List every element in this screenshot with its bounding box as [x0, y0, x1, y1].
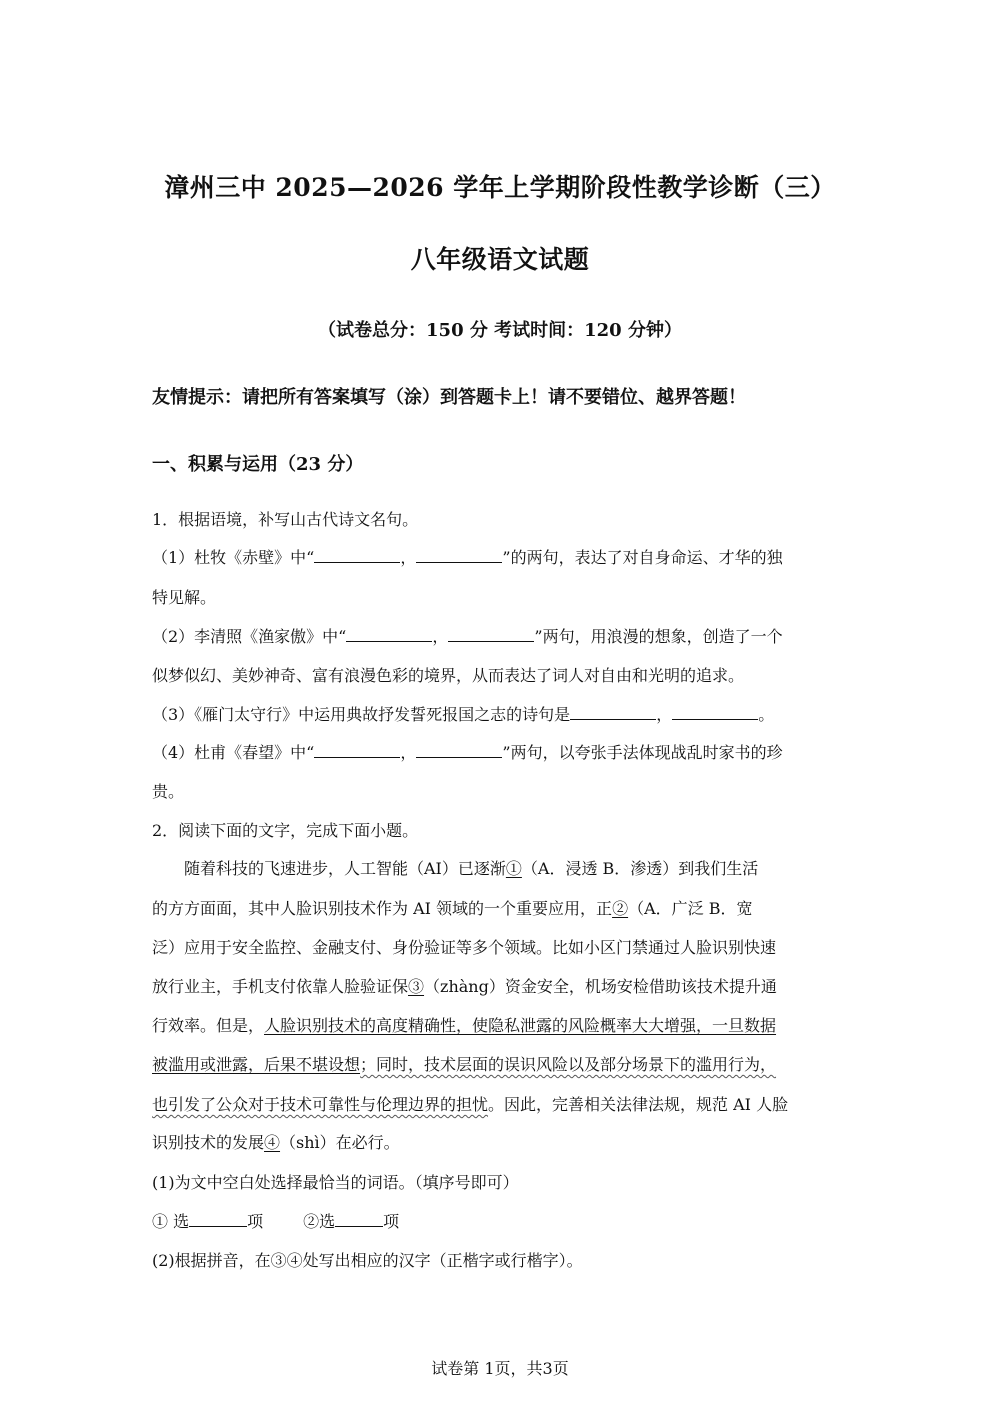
exam-subtitle: 八年级语文试题: [410, 245, 590, 274]
question-2-stem: 2．阅读下面的文字，完成下面小题。: [152, 821, 419, 840]
q1-p2-text-a: （2）李清照《渔家傲》中“: [152, 627, 347, 646]
question-1-part-2-cont: 似梦似幻、美妙神奇、富有浪漫色彩的境界，从而表达了词人对自由和光明的追求。: [152, 666, 745, 685]
passage-text: 行效率。但是，: [152, 1016, 265, 1035]
answer-blank: [416, 548, 502, 563]
answer-blank: [448, 627, 534, 642]
option-label: 项: [247, 1212, 264, 1231]
passage-text: 随着科技的飞速进步，人工智能（AI）已逐渐: [184, 859, 506, 878]
q1-p1-text-a: （1）杜牧《赤壁》中“: [152, 548, 315, 567]
passage-line-6: [152, 1052, 776, 1075]
question-1-part-1: [152, 545, 783, 568]
sub-question-2: (2)根据拼音，在③④处写出相应的汉字（正楷字或行楷字）。: [152, 1251, 583, 1270]
passage-line-2: [152, 896, 752, 919]
wavy-underlined-sentence: ；同时，技术层面的误识风险以及部分场景下的滥用行为，: [360, 1055, 777, 1074]
question-1-part-2: [152, 624, 783, 647]
answer-blank: [416, 743, 502, 758]
question-1-part-1-cont: 特见解。: [152, 588, 217, 607]
q1-p3-text-b: ，: [656, 705, 673, 724]
exam-meta: （试卷总分：150 分 考试时间：120 分钟）: [318, 320, 682, 341]
sub-question-1-options: [152, 1209, 399, 1232]
q1-p4-text-c: ”两句，以夸张手法体现战乱时家书的珍: [502, 743, 783, 762]
passage-text: （A．浸透 B．渗透）到我们生活: [521, 859, 759, 878]
passage-text: 。因此，完善相关法律法规，规范 AI 人脸: [488, 1095, 789, 1114]
answer-blank: [570, 705, 656, 720]
underlined-sentence: 被滥用或泄露，后果不堪设想: [152, 1055, 361, 1074]
answer-blank: [335, 1212, 383, 1227]
question-1-part-4: [152, 740, 783, 763]
passage-text: （zhàng）资金安全，机场安检借助该技术提升通: [424, 977, 777, 996]
question-1-stem: 1．根据语境，补写山古代诗文名句。: [152, 510, 419, 529]
q1-p2-text-c: ”两句，用浪漫的想象，创造了一个: [534, 627, 783, 646]
q1-p3-text-a: （3）《雁门太守行》中运用典故抒发誓死报国之志的诗句是: [152, 705, 571, 724]
friendly-tip: 友情提示：请把所有答案填写（涂）到答题卡上！请不要错位、越界答题！: [152, 387, 746, 408]
option-label: ②选: [303, 1212, 336, 1231]
q1-p3-text-c: 。: [758, 705, 775, 724]
passage-line-5: [152, 1013, 776, 1036]
blank-marker-4: ④: [264, 1133, 281, 1152]
answer-blank: [672, 705, 758, 720]
option-label: ① 选: [152, 1212, 190, 1231]
passage-line-1: [184, 856, 758, 879]
passage-text: 的方方面面，其中人脸识别技术作为 AI 领域的一个重要应用，正: [152, 899, 613, 918]
page-footer: 试卷第 1页，共3页: [431, 1359, 569, 1378]
q1-p1-text-c: ”的两句，表达了对自身命运、才华的独: [502, 548, 783, 567]
sub-question-1: (1)为文中空白处选择最恰当的词语。（填序号即可）: [152, 1173, 519, 1192]
question-1-part-4-cont: 贵。: [152, 782, 185, 801]
passage-line-3: 泛）应用于安全监控、金融支付、身份验证等多个领域。比如小区门禁通过人脸识别快速: [152, 938, 777, 957]
q1-p4-text-b: ，: [400, 743, 417, 762]
answer-blank: [346, 627, 432, 642]
blank-marker-1: ①: [505, 859, 522, 878]
answer-blank: [314, 743, 400, 758]
section-heading: 一、积累与运用（23 分）: [152, 454, 364, 475]
answer-blank: [314, 548, 400, 563]
question-1-part-3: [152, 702, 774, 725]
q1-p4-text-a: （4）杜甫《春望》中“: [152, 743, 315, 762]
passage-text: （A．广泛 B．宽: [628, 899, 753, 918]
option-label: 项: [383, 1212, 400, 1231]
passage-line-7: [152, 1092, 788, 1115]
passage-text: 放行业主，手机支付依靠人脸验证保: [152, 977, 409, 996]
passage-line-4: [152, 974, 777, 997]
passage-line-8: [152, 1130, 400, 1153]
passage-text: （shì）在必行。: [280, 1133, 400, 1152]
underlined-sentence: 人脸识别技术的高度精确性，使隐私泄露的风险概率大大增强，一旦数据: [264, 1016, 777, 1035]
q1-p1-text-b: ，: [400, 548, 417, 567]
exam-title: 漳州三中 2025—2026 学年上学期阶段性教学诊断（三）: [164, 173, 836, 202]
answer-blank: [189, 1212, 247, 1227]
passage-text: 识别技术的发展: [152, 1133, 265, 1152]
blank-marker-3: ③: [408, 977, 425, 996]
q1-p2-text-b: ，: [432, 627, 449, 646]
blank-marker-2: ②: [612, 899, 629, 918]
wavy-underlined-sentence: 也引发了公众对于技术可靠性与伦理边界的担忧: [152, 1095, 489, 1114]
